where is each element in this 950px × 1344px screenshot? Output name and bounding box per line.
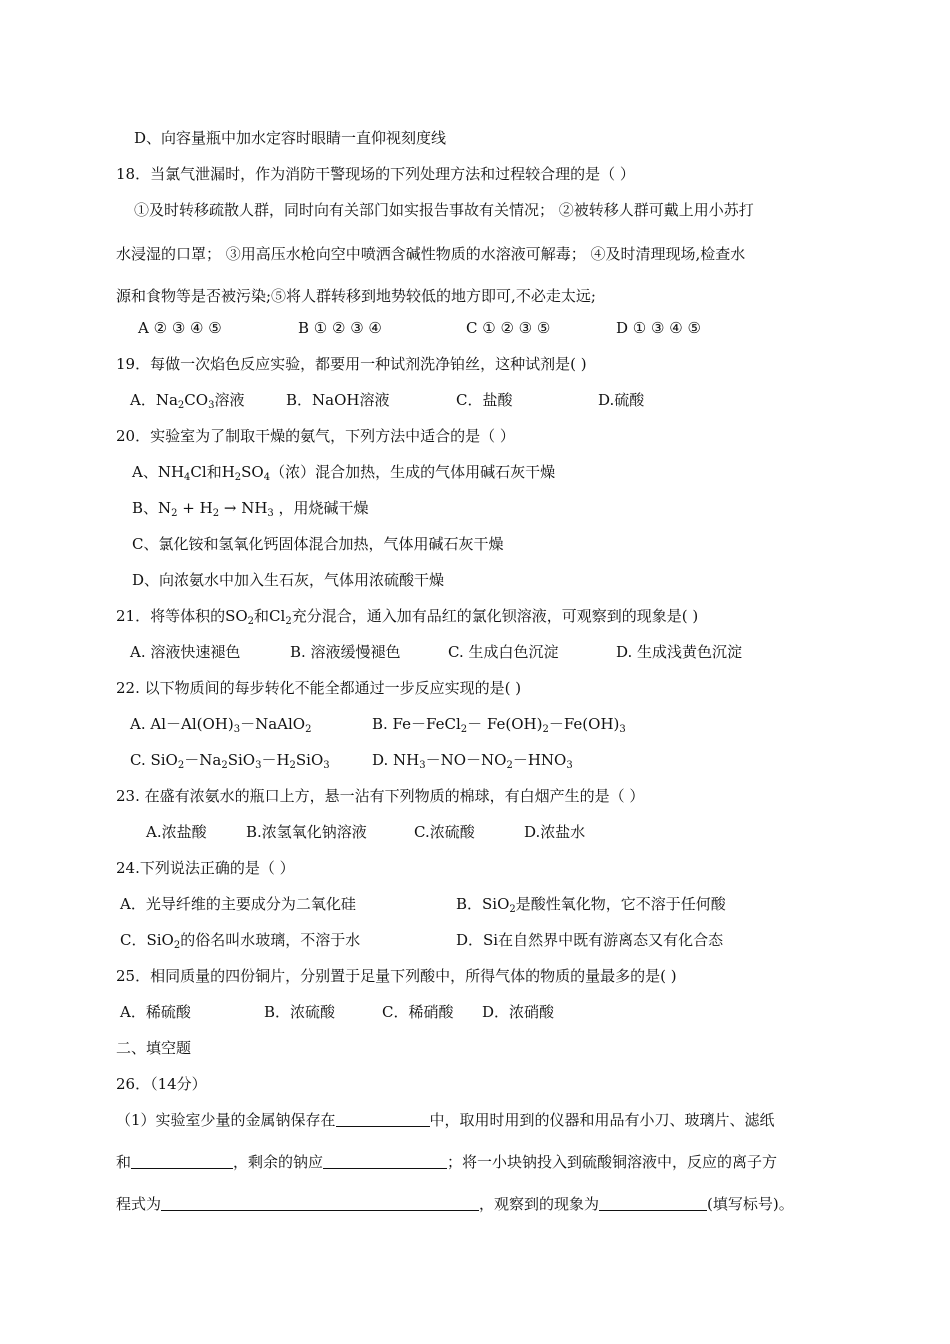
- q25-option-b: B．浓硫酸: [264, 1003, 336, 1021]
- q19-stem: 19．每做一次焰色反应实验，都要用一种试剂洗净铂丝，这种试剂是( ): [116, 355, 587, 373]
- q22-option-b: B. Fe－FeCl$_2$－ $Fe(OH)_2-Fe(OH)_3$: [372, 715, 626, 735]
- q24-option-c: C．SiO$_2$的俗名叫水玻璃，不溶于水: [120, 931, 361, 951]
- q21-option-c: C. 生成白色沉淀: [448, 643, 559, 661]
- q22-option-d: D. $NH_3-NO-NO_2-HNO_3$: [372, 751, 573, 771]
- q19-option-b: B．NaOH溶液: [286, 391, 390, 409]
- q24-option-b: B．SiO$_2$是酸性氧化物，它不溶于任何酸: [456, 895, 726, 915]
- blank-ionic-equation[interactable]: [161, 1194, 479, 1211]
- q20-option-b: B、$N_2 + H_2 \to NH_3$ ，用烧碱干燥: [132, 499, 369, 519]
- q18-option-b: B ① ② ③ ④: [298, 319, 382, 337]
- blank-storage[interactable]: [336, 1110, 430, 1127]
- q18-text-line3: 源和食物等是否被污染;⑤将人群转移到地势较低的地方即可,不必走太远;: [116, 287, 596, 305]
- q25-option-a: A．稀硫酸: [120, 1003, 191, 1021]
- q24-option-d: D．Si在自然界中既有游离态又有化合态: [456, 931, 724, 949]
- section-title: 二、填空题: [116, 1039, 192, 1057]
- q24-option-a: A．光导纤维的主要成分为二氧化硅: [120, 895, 356, 913]
- q23-option-d: D.浓盐水: [524, 823, 586, 841]
- q21-option-a: A. 溶液快速褪色: [130, 643, 241, 661]
- q18-option-a: A ② ③ ④ ⑤: [138, 319, 222, 337]
- q23-option-a: A.浓盐酸: [146, 823, 207, 841]
- q26-line1: （1）实验室少量的金属钠保存在 中，取用时用到的仪器和用品有小刀、玻璃片、滤纸: [116, 1111, 775, 1129]
- q18-text-line1: ①及时转移疏散人群，同时向有关部门如实报告事故有关情况； ②被转移人群可戴上用小苏打: [134, 201, 754, 219]
- q24-stem: 24.下列说法正确的是（ ）: [116, 859, 295, 877]
- q18-text-line2: 水浸湿的口罩； ③用高压水枪向空中喷洒含碱性物质的水溶液可解毒； ④及时清理现场,检查水: [116, 245, 746, 263]
- q21-option-d: D. 生成浅黄色沉淀: [616, 643, 743, 661]
- q21-option-b: B. 溶液缓慢褪色: [290, 643, 401, 661]
- q20-option-a: A、$NH_4Cl$和$H_2SO_4$（浓）混合加热，生成的气体用碱石灰干燥: [132, 463, 556, 483]
- q17-option-d: D、向容量瓶中加水定容时眼睛一直仰视刻度线: [134, 129, 447, 147]
- q18-stem: 18．当氯气泄漏时，作为消防干警现场的下列处理方法和过程较合理的是（ ）: [116, 165, 635, 183]
- q23-option-b: B.浓氢氧化钠溶液: [246, 823, 367, 841]
- q21-stem: 21．将等体积的$SO_2$和$Cl_2$充分混合，通入加有品红的氯化钡溶液，可观察到的现象是( ): [116, 607, 699, 627]
- q26-line2: 和 ，剩余的钠应 ；将一小块钠投入到硫酸铜溶液中，反应的离子方: [116, 1153, 778, 1171]
- q18-option-c: C ① ② ③ ⑤: [466, 319, 551, 337]
- q25-option-c: C．稀硝酸: [382, 1003, 454, 1021]
- q19-option-c: C．盐酸: [456, 391, 513, 409]
- q19-option-d: D.硫酸: [598, 391, 645, 409]
- q22-option-a: A. $Al-Al(OH)_3-NaAlO_2$: [130, 715, 312, 735]
- blank-tool[interactable]: [131, 1152, 233, 1169]
- q20-option-d: D、向浓氨水中加入生石灰，气体用浓硫酸干燥: [132, 571, 445, 589]
- q26-line3: 程式为 ，观察到的现象为 (填写标号)。: [116, 1195, 794, 1213]
- q26-heading: 26．（14分）: [116, 1075, 207, 1093]
- q25-option-d: D．浓硝酸: [482, 1003, 555, 1021]
- q23-option-c: C.浓硫酸: [414, 823, 475, 841]
- q18-option-d: D ① ③ ④ ⑤: [616, 319, 701, 337]
- q20-stem: 20．实验室为了制取干燥的氨气，下列方法中适合的是（ ）: [116, 427, 515, 445]
- q20-option-c: C、氯化铵和氢氧化钙固体混合加热，气体用碱石灰干燥: [132, 535, 504, 553]
- blank-phenomenon[interactable]: [599, 1194, 707, 1211]
- q25-stem: 25．相同质量的四份铜片，分别置于足量下列酸中，所得气体的物质的量最多的是( ): [116, 967, 677, 985]
- q22-stem: 22. 以下物质间的每步转化不能全都通过一步反应实现的是( ): [116, 679, 522, 697]
- q22-option-c: C. $SiO_2-Na_2SiO_3-H_2SiO_3$: [130, 751, 330, 771]
- q19-option-a: A．$Na_2CO_3$溶液: [130, 391, 245, 411]
- blank-remaining-sodium[interactable]: [323, 1152, 447, 1169]
- q23-stem: 23. 在盛有浓氨水的瓶口上方，悬一沾有下列物质的棉球，有白烟产生的是（ ）: [116, 787, 645, 805]
